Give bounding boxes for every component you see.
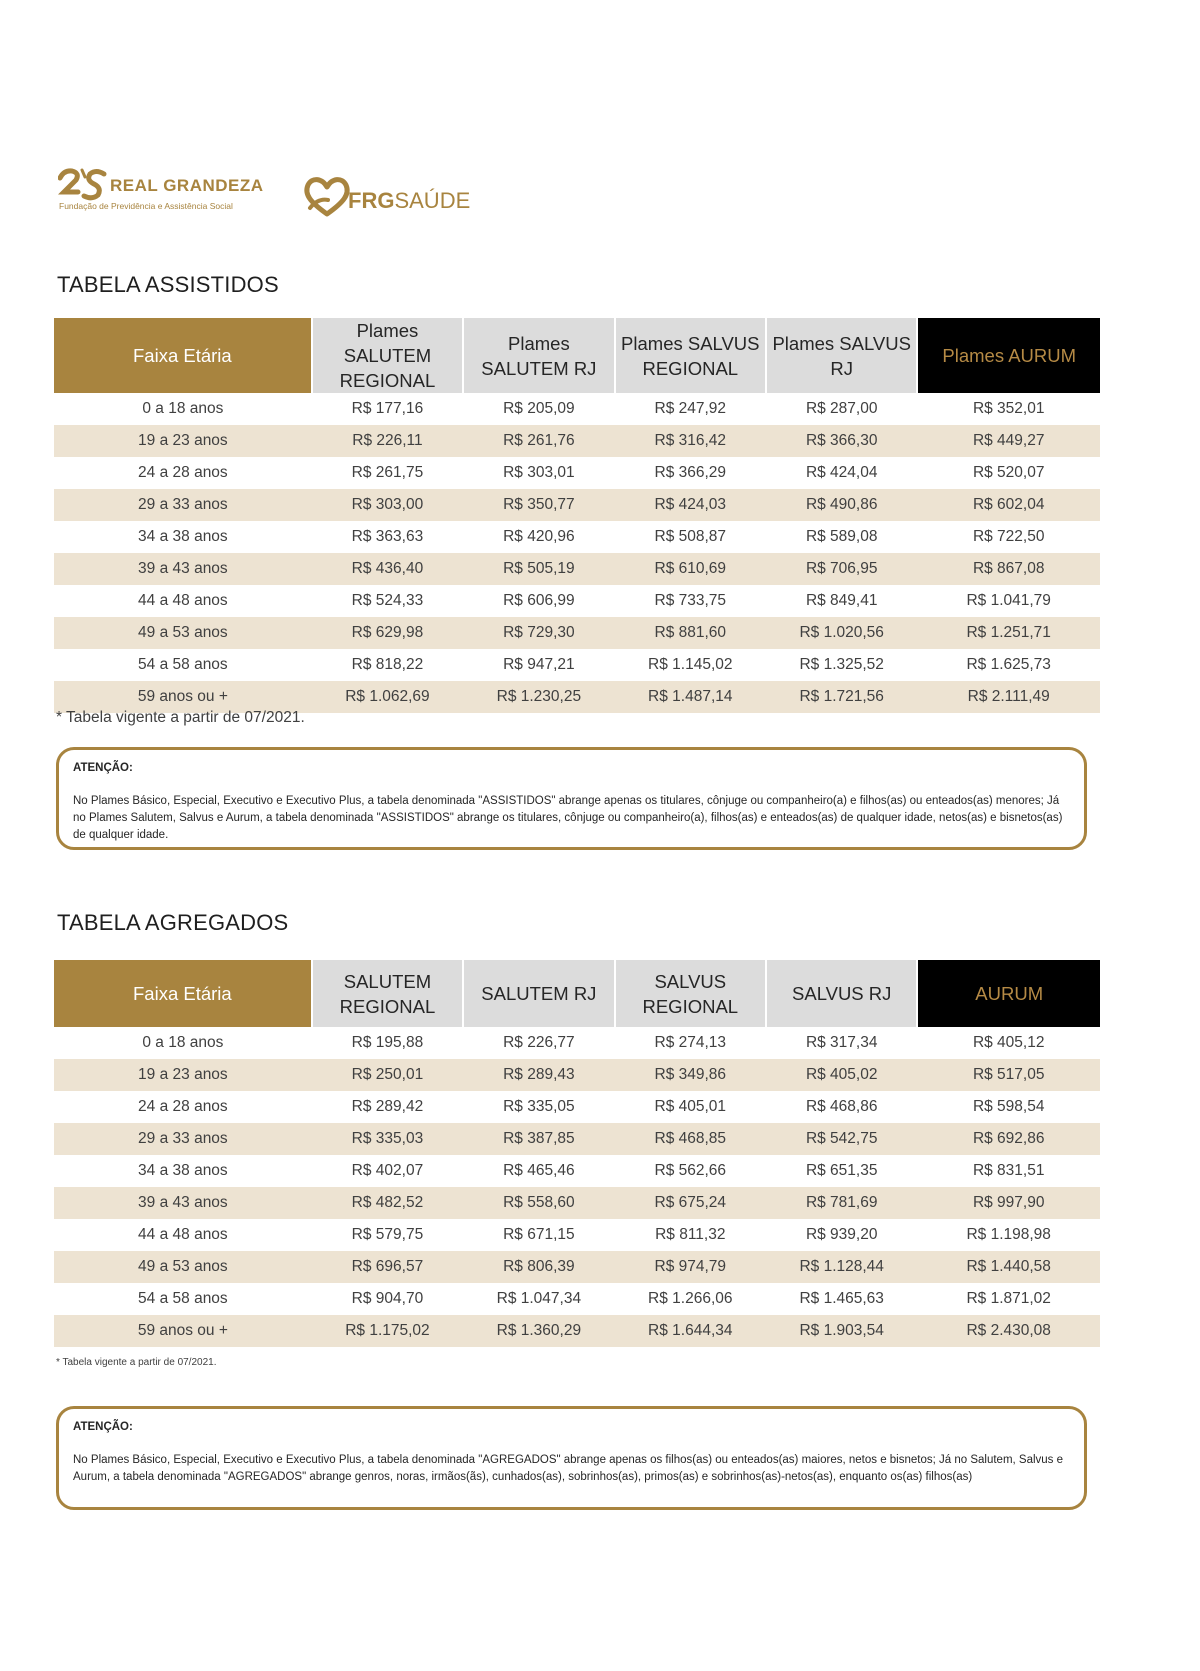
price-cell: R$ 867,08 xyxy=(917,553,1100,585)
price-cell: R$ 520,07 xyxy=(917,457,1100,489)
assistidos-title: TABELA ASSISTIDOS xyxy=(57,272,279,297)
price-cell: R$ 671,15 xyxy=(463,1219,614,1251)
age-range-cell: 24 a 28 anos xyxy=(54,457,312,489)
price-cell: R$ 706,95 xyxy=(766,553,917,585)
table-row xyxy=(54,521,1100,553)
price-cell: R$ 729,30 xyxy=(463,617,614,649)
price-cell: R$ 629,98 xyxy=(312,617,463,649)
price-cell: R$ 468,85 xyxy=(615,1123,766,1155)
price-cell: R$ 316,42 xyxy=(615,425,766,457)
price-cell: R$ 289,42 xyxy=(312,1091,463,1123)
age-range-cell: 34 a 38 anos xyxy=(54,521,312,553)
price-cell: R$ 424,03 xyxy=(615,489,766,521)
price-cell: R$ 818,22 xyxy=(312,649,463,681)
agregados-attention-box xyxy=(56,1406,1087,1510)
age-range-cell: 0 a 18 anos xyxy=(54,393,312,425)
attention-heading: ATENÇÃO: xyxy=(73,762,133,774)
price-cell: R$ 1.062,69 xyxy=(312,681,463,713)
price-cell: R$ 562,66 xyxy=(615,1155,766,1187)
table-row xyxy=(54,585,1100,617)
price-cell: R$ 1.465,63 xyxy=(766,1283,917,1315)
price-cell: R$ 349,86 xyxy=(615,1059,766,1091)
price-cell: R$ 1.871,02 xyxy=(917,1283,1100,1315)
age-range-cell: 0 a 18 anos xyxy=(54,1027,312,1059)
price-cell: R$ 274,13 xyxy=(615,1027,766,1059)
age-range-cell: 39 a 43 anos xyxy=(54,553,312,585)
price-cell: R$ 692,86 xyxy=(917,1123,1100,1155)
age-range-cell: 39 a 43 anos xyxy=(54,1187,312,1219)
table-row xyxy=(54,393,1100,425)
age-range-cell: 19 a 23 anos xyxy=(54,1059,312,1091)
price-cell: R$ 579,75 xyxy=(312,1219,463,1251)
header-faixa-etaria: Faixa Etária xyxy=(54,960,312,1027)
price-cell: R$ 366,29 xyxy=(615,457,766,489)
price-cell: R$ 405,12 xyxy=(917,1027,1100,1059)
price-cell: R$ 1.175,02 xyxy=(312,1315,463,1347)
price-cell: R$ 366,30 xyxy=(766,425,917,457)
price-cell: R$ 1.360,29 xyxy=(463,1315,614,1347)
price-cell: R$ 303,01 xyxy=(463,457,614,489)
price-cell: R$ 335,03 xyxy=(312,1123,463,1155)
price-cell: R$ 2.430,08 xyxy=(917,1315,1100,1347)
table-row xyxy=(54,457,1100,489)
price-cell: R$ 542,75 xyxy=(766,1123,917,1155)
price-cell: R$ 490,86 xyxy=(766,489,917,521)
price-cell: R$ 1.041,79 xyxy=(917,585,1100,617)
attention-text: No Plames Básico, Especial, Executivo e Executivo Plus, a tabela denominada "AGREGADOS" abrange apenas os filhos(as) ou enteados(as) maiores, netos e bisnetos; Já no Salutem, Salvus e Aurum, a tabela denominada "AGREGADOS" abrange genros, noras, irmãos(ãs), cunhados(as), sobrinhos(as), primos(as) e sobrinhos(as)-netos(as), enquanto os(as) filhos(as) xyxy=(73,1454,1064,1483)
price-cell: R$ 261,76 xyxy=(463,425,614,457)
price-cell: R$ 405,01 xyxy=(615,1091,766,1123)
table-row xyxy=(54,617,1100,649)
price-cell: R$ 517,05 xyxy=(917,1059,1100,1091)
price-cell: R$ 881,60 xyxy=(615,617,766,649)
frg-wordmark-bold: FRG xyxy=(348,188,395,213)
header-salvus-regional: Plames SALVUS REGIONAL xyxy=(615,318,766,393)
price-cell: R$ 363,63 xyxy=(312,521,463,553)
age-range-cell: 49 a 53 anos xyxy=(54,1251,312,1283)
agregados-footnote: * Tabela vigente a partir de 07/2021. xyxy=(56,1357,217,1368)
price-cell: R$ 205,09 xyxy=(463,393,614,425)
price-cell: R$ 303,00 xyxy=(312,489,463,521)
price-cell: R$ 287,00 xyxy=(766,393,917,425)
frg-saude-logo xyxy=(302,172,472,222)
price-cell: R$ 1.325,52 xyxy=(766,649,917,681)
price-cell: R$ 405,02 xyxy=(766,1059,917,1091)
price-cell: R$ 465,46 xyxy=(463,1155,614,1187)
age-range-cell: 49 a 53 anos xyxy=(54,617,312,649)
header-faixa-etaria: Faixa Etária xyxy=(54,318,312,393)
price-cell: R$ 974,79 xyxy=(615,1251,766,1283)
heart-icon xyxy=(302,174,352,218)
price-cell: R$ 558,60 xyxy=(463,1187,614,1219)
age-range-cell: 34 a 38 anos xyxy=(54,1155,312,1187)
attention-text: No Plames Básico, Especial, Executivo e Executivo Plus, a tabela denominada "ASSISTIDOS" abrange apenas os titulares, cônjuge ou companheiro(a) e filhos(as) ou enteados(as) menores; Já no Plames Salutem, Salvus e Aurum, a tabela denominada "ASSISTIDOS" abrange os titulares, cônjuge ou companheiro(a), filhos(as) e enteados(as) de qualquer idade, netos(as) e bisnetos(as) de qualquer idade. xyxy=(73,795,1063,841)
age-range-cell: 44 a 48 anos xyxy=(54,1219,312,1251)
price-cell: R$ 449,27 xyxy=(917,425,1100,457)
price-cell: R$ 733,75 xyxy=(615,585,766,617)
price-cell: R$ 177,16 xyxy=(312,393,463,425)
table-row xyxy=(54,1155,1100,1187)
price-cell: R$ 524,33 xyxy=(312,585,463,617)
price-cell: R$ 1.230,25 xyxy=(463,681,614,713)
price-cell: R$ 696,57 xyxy=(312,1251,463,1283)
price-cell: R$ 250,01 xyxy=(312,1059,463,1091)
price-cell: R$ 1.020,56 xyxy=(766,617,917,649)
price-cell: R$ 849,41 xyxy=(766,585,917,617)
price-cell: R$ 806,39 xyxy=(463,1251,614,1283)
table-row xyxy=(54,1283,1100,1315)
header-aurum: AURUM xyxy=(917,960,1100,1027)
price-cell: R$ 811,32 xyxy=(615,1219,766,1251)
price-cell: R$ 1.128,44 xyxy=(766,1251,917,1283)
price-cell: R$ 675,24 xyxy=(615,1187,766,1219)
price-cell: R$ 1.047,34 xyxy=(463,1283,614,1315)
header-salutem-regional: Plames SALUTEM REGIONAL xyxy=(312,318,463,393)
age-range-cell: 54 a 58 anos xyxy=(54,1283,312,1315)
price-cell: R$ 1.721,56 xyxy=(766,681,917,713)
table-row xyxy=(54,553,1100,585)
price-cell: R$ 939,20 xyxy=(766,1219,917,1251)
price-cell: R$ 651,35 xyxy=(766,1155,917,1187)
table-header-row xyxy=(54,960,1100,1027)
header-salutem-rj: SALUTEM RJ xyxy=(463,960,614,1027)
price-cell: R$ 904,70 xyxy=(312,1283,463,1315)
price-cell: R$ 247,92 xyxy=(615,393,766,425)
rg-monogram-icon xyxy=(58,168,108,202)
table-row xyxy=(54,425,1100,457)
header-aurum: Plames AURUM xyxy=(917,318,1100,393)
price-cell: R$ 997,90 xyxy=(917,1187,1100,1219)
age-range-cell: 24 a 28 anos xyxy=(54,1091,312,1123)
price-cell: R$ 420,96 xyxy=(463,521,614,553)
table-row xyxy=(54,1187,1100,1219)
table-row xyxy=(54,1251,1100,1283)
price-cell: R$ 226,11 xyxy=(312,425,463,457)
price-cell: R$ 1.198,98 xyxy=(917,1219,1100,1251)
table-header-row xyxy=(54,318,1100,393)
table-row xyxy=(54,489,1100,521)
price-cell: R$ 598,54 xyxy=(917,1091,1100,1123)
price-cell: R$ 387,85 xyxy=(463,1123,614,1155)
price-cell: R$ 261,75 xyxy=(312,457,463,489)
price-cell: R$ 606,99 xyxy=(463,585,614,617)
price-cell: R$ 482,52 xyxy=(312,1187,463,1219)
age-range-cell: 54 a 58 anos xyxy=(54,649,312,681)
price-cell: R$ 589,08 xyxy=(766,521,917,553)
price-cell: R$ 402,07 xyxy=(312,1155,463,1187)
price-cell: R$ 1.644,34 xyxy=(615,1315,766,1347)
header-salutem-regional: SALUTEM REGIONAL xyxy=(312,960,463,1027)
table-row xyxy=(54,1027,1100,1059)
table-row xyxy=(54,649,1100,681)
price-cell: R$ 610,69 xyxy=(615,553,766,585)
assistidos-table xyxy=(54,318,1100,713)
rg-brand-name: REAL GRANDEZA xyxy=(110,176,264,195)
header-salvus-rj: Plames SALVUS RJ xyxy=(766,318,917,393)
price-cell: R$ 1.487,14 xyxy=(615,681,766,713)
price-cell: R$ 781,69 xyxy=(766,1187,917,1219)
agregados-title: TABELA AGREGADOS xyxy=(57,910,289,935)
price-cell: R$ 722,50 xyxy=(917,521,1100,553)
assistidos-attention-box xyxy=(56,747,1087,850)
age-range-cell: 29 a 33 anos xyxy=(54,489,312,521)
agregados-table xyxy=(54,960,1100,1347)
age-range-cell: 44 a 48 anos xyxy=(54,585,312,617)
attention-heading: ATENÇÃO: xyxy=(73,1421,133,1433)
price-cell: R$ 424,04 xyxy=(766,457,917,489)
price-cell: R$ 1.266,06 xyxy=(615,1283,766,1315)
price-cell: R$ 436,40 xyxy=(312,553,463,585)
header-salvus-rj: SALVUS RJ xyxy=(766,960,917,1027)
price-cell: R$ 1.251,71 xyxy=(917,617,1100,649)
frg-wordmark-light: SAÚDE xyxy=(394,188,471,213)
price-cell: R$ 1.440,58 xyxy=(917,1251,1100,1283)
price-cell: R$ 947,21 xyxy=(463,649,614,681)
age-range-cell: 19 a 23 anos xyxy=(54,425,312,457)
table-row xyxy=(54,1315,1100,1347)
price-cell: R$ 350,77 xyxy=(463,489,614,521)
price-cell: R$ 317,34 xyxy=(766,1027,917,1059)
table-row xyxy=(54,1123,1100,1155)
price-cell: R$ 1.625,73 xyxy=(917,649,1100,681)
price-cell: R$ 226,77 xyxy=(463,1027,614,1059)
price-cell: R$ 508,87 xyxy=(615,521,766,553)
rg-subtitle: Fundação de Previdência e Assistência Social xyxy=(59,201,233,211)
age-range-cell: 29 a 33 anos xyxy=(54,1123,312,1155)
table-row xyxy=(54,1059,1100,1091)
price-cell: R$ 289,43 xyxy=(463,1059,614,1091)
header-salvus-regional: SALVUS REGIONAL xyxy=(615,960,766,1027)
table-row xyxy=(54,1219,1100,1251)
header-salutem-rj: Plames SALUTEM RJ xyxy=(463,318,614,393)
price-cell: R$ 602,04 xyxy=(917,489,1100,521)
price-cell: R$ 195,88 xyxy=(312,1027,463,1059)
price-cell: R$ 352,01 xyxy=(917,393,1100,425)
price-cell: R$ 468,86 xyxy=(766,1091,917,1123)
age-range-cell: 59 anos ou + xyxy=(54,681,312,713)
real-grandeza-logo xyxy=(58,168,264,218)
price-cell: R$ 831,51 xyxy=(917,1155,1100,1187)
price-cell: R$ 1.145,02 xyxy=(615,649,766,681)
price-cell: R$ 1.903,54 xyxy=(766,1315,917,1347)
price-cell: R$ 335,05 xyxy=(463,1091,614,1123)
age-range-cell: 59 anos ou + xyxy=(54,1315,312,1347)
frg-wordmark xyxy=(348,188,470,214)
table-row xyxy=(54,1091,1100,1123)
price-cell: R$ 505,19 xyxy=(463,553,614,585)
assistidos-footnote: * Tabela vigente a partir de 07/2021. xyxy=(56,709,305,726)
price-cell: R$ 2.111,49 xyxy=(917,681,1100,713)
